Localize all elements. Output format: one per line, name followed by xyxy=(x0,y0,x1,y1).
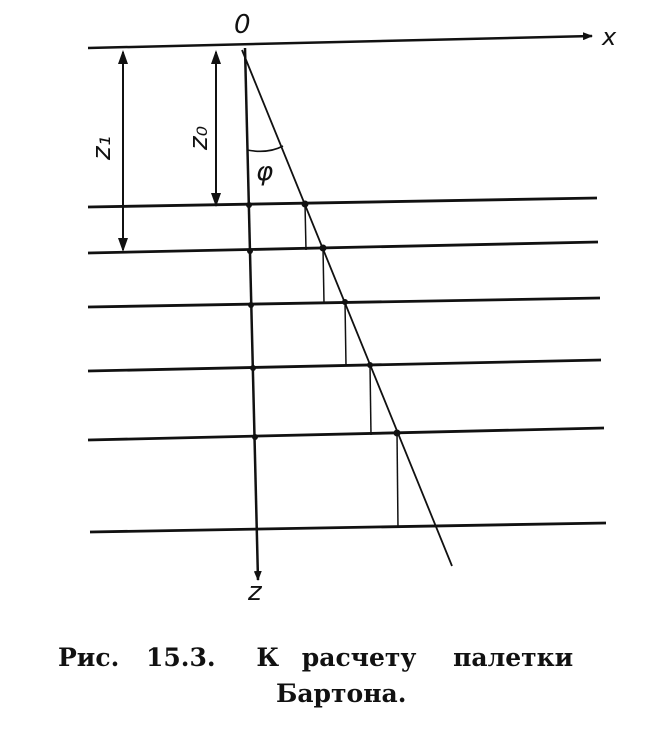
layer-line-2 xyxy=(88,242,598,253)
origin-label: 0 xyxy=(234,10,251,40)
drop-line-5 xyxy=(397,433,398,528)
z1-label: z₁ xyxy=(87,135,117,160)
z0-label: z₀ xyxy=(184,125,214,150)
drop-line-1 xyxy=(305,204,306,250)
z-axis-label: z xyxy=(248,577,262,607)
axis-point-4 xyxy=(250,365,256,371)
figure-caption xyxy=(58,640,658,712)
drop-line-3 xyxy=(345,302,346,366)
z-axis xyxy=(245,48,258,580)
layer-line-1 xyxy=(88,198,597,207)
axis-point-5 xyxy=(252,434,258,440)
z1-arrowhead-bottom xyxy=(118,238,128,252)
layer-line-4 xyxy=(88,360,601,371)
slant-line xyxy=(242,50,452,566)
angle-phi-label: φ xyxy=(256,157,274,187)
caption-line-1 xyxy=(58,640,658,676)
x-axis xyxy=(88,36,592,48)
caption-line-2: Бартона. xyxy=(276,679,407,708)
axis-point-2 xyxy=(247,248,253,254)
caption-word-rascheta: расчету xyxy=(301,643,417,672)
caption-word-paletki: палетки xyxy=(453,643,574,672)
caption-word-k: К xyxy=(256,643,280,672)
angle-arc xyxy=(247,146,283,151)
x-axis-label: x xyxy=(602,23,617,51)
drop-line-2 xyxy=(323,248,324,303)
z1-arrowhead-top xyxy=(118,50,128,64)
drop-line-4 xyxy=(370,365,371,435)
caption-number: 15.3. xyxy=(146,643,216,672)
caption-prefix: Рис. xyxy=(58,643,120,672)
layer-line-6 xyxy=(90,523,606,532)
z0-arrowhead-top xyxy=(211,50,221,64)
axis-point-1 xyxy=(246,202,252,208)
axis-point-3 xyxy=(248,302,254,308)
layer-line-5 xyxy=(88,428,604,440)
